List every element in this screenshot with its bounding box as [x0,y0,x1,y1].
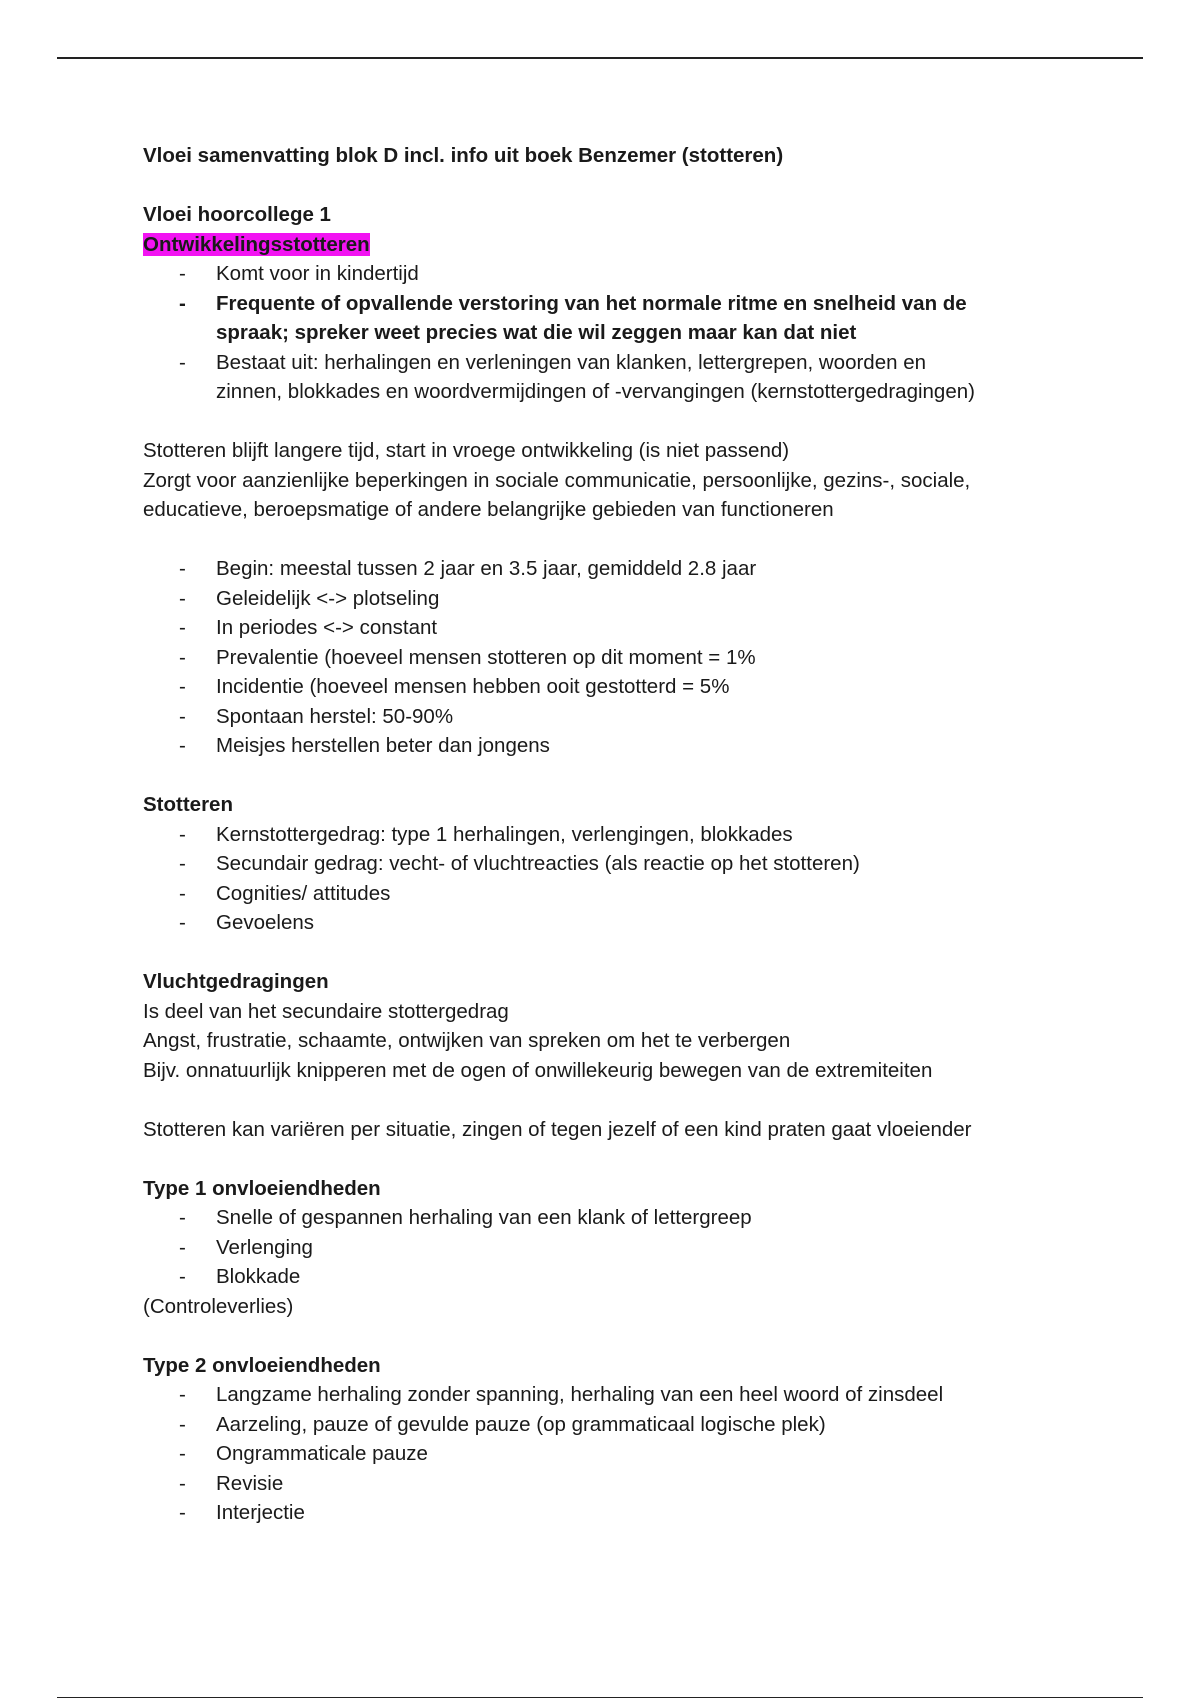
lecture-heading: Vloei hoorcollege 1 [143,203,331,226]
list-item-text: Gevoelens [216,911,315,934]
dash-bullet: - [179,1383,186,1406]
list-item-text: Komt voor in kindertijd [216,262,419,285]
spacer [143,1321,1063,1351]
dash-bullet: - [179,911,186,934]
list-item [143,849,1063,879]
facts-list [143,554,1063,761]
list-item [143,702,1063,732]
list-item [143,1203,1063,1233]
list-item [143,259,1063,289]
list-item [143,879,1063,909]
top-rule [57,57,1143,59]
type2-list [143,1380,1063,1528]
list-item [143,1469,1063,1499]
list-item [143,289,996,348]
list-item-text: Blokkade [216,1265,301,1288]
list-item [143,731,1063,761]
dash-bullet: - [179,586,186,610]
spacer [143,171,1063,201]
dash-bullet: - [179,557,186,580]
section-heading: Type 1 onvloeiendheden [143,1176,381,1200]
dash-bullet: - [179,675,186,698]
section-heading: Vluchtgedragingen [143,970,329,993]
section-heading: Type 2 onvloeiendheden [143,1353,381,1377]
list-item [143,908,1063,938]
spacer [143,938,1063,968]
list-item [143,1498,1063,1528]
list-item [143,1380,1063,1410]
list-item [143,1262,1063,1292]
paragraph-line: Bijv. onnatuurlijk knipperen met de ogen of onwillekeurig bewegen van de extremiteiten [143,1058,933,1082]
dash-bullet: - [179,1442,186,1465]
highlight-heading-row [143,230,1063,260]
spacer [143,407,1063,437]
list-item-text: Verlenging [216,1235,313,1259]
list-item-text: Prevalentie (hoeveel mensen stotteren op dit moment = 1% [216,645,756,669]
dash-bullet: - [179,1501,186,1524]
list-item-text: Cognities/ attitudes [216,881,391,905]
stotteren-list [143,820,1063,938]
spacer [143,525,1063,555]
dash-bullet: - [179,704,186,728]
list-item-text: In periodes <-> constant [216,616,438,639]
list-item [143,584,1063,614]
section-heading: Stotteren [143,793,233,816]
list-item [143,672,1063,702]
list-item-text: Ongrammaticale pauze [216,1442,428,1465]
dash-bullet: - [179,262,186,285]
list-item [143,820,1063,850]
dash-bullet: - [179,291,186,315]
spacer [143,1085,1063,1115]
paragraph-line: (Controleverlies) [143,1294,294,1318]
dash-bullet: - [179,616,186,639]
intro-list [143,259,1063,407]
dash-bullet: - [179,350,186,374]
dash-bullet: - [179,645,186,669]
list-item-text: Kernstottergedrag: type 1 herhalingen, verlengingen, blokkades [216,822,793,846]
paragraph-line: Stotteren blijft langere tijd, start in vroege ontwikkeling (is niet passend) [143,439,790,462]
list-item [143,1233,1063,1263]
dash-bullet: - [179,1471,186,1495]
list-item-text: Begin: meestal tussen 2 jaar en 3.5 jaar, gemiddeld 2.8 jaar [216,557,757,580]
list-item-text: Langzame herhaling zonder spanning, herhaling van een heel woord of zinsdeel [216,1383,944,1406]
list-item [143,643,1063,673]
paragraph-line: Angst, frustratie, schaamte, ontwijken van spreken om het te verbergen [143,1029,791,1052]
list-item-text: Secundair gedrag: vecht- of vluchtreacties (als reactie op het stotteren) [216,852,860,875]
list-item-text: Incidentie (hoeveel mensen hebben ooit gestotterd = 5% [216,675,730,698]
list-item [143,348,996,407]
bottom-rule [57,1697,1143,1698]
list-item [143,554,1063,584]
dash-bullet: - [179,1206,186,1229]
document-body [143,141,1063,1528]
spacer [143,761,1063,791]
dash-bullet: - [179,1265,186,1288]
dash-bullet: - [179,734,186,757]
list-item-text: Revisie [216,1471,284,1495]
list-item-text: Aarzeling, pauze of gevulde pauze (op grammaticaal logische plek) [216,1412,826,1436]
list-item-text: Bestaat uit: herhalingen en verleningen van klanken, lettergrepen, woorden en zinnen, blokkades en woordvermijdingen of -vervangingen (kernstottergedragingen) [216,350,975,403]
dash-bullet: - [179,1412,186,1436]
highlighted-heading: Ontwikkelingsstotteren [143,232,370,256]
list-item-text: Geleidelijk <-> plotseling [216,586,440,610]
list-item [143,1439,1063,1469]
dash-bullet: - [179,1235,186,1259]
list-item-text: Frequente of opvallende verstoring van het normale ritme en snelheid van de spraak; spreker weet precies wat die wil zeggen maar kan dat niet [216,291,967,344]
dash-bullet: - [179,852,186,875]
dash-bullet: - [179,881,186,905]
type1-list [143,1203,1063,1292]
spacer [143,1144,1063,1174]
document-title: Vloei samenvatting blok D incl. info uit boek Benzemer (stotteren) [143,144,784,167]
paragraph-line: Zorgt voor aanzienlijke beperkingen in sociale communicatie, persoonlijke, gezins-, sociale, [143,468,971,492]
paragraph-line: Is deel van het secundaire stottergedrag [143,999,509,1023]
list-item-text: Spontaan herstel: 50-90% [216,704,454,728]
paragraph-line: Stotteren kan variëren per situatie, zingen of tegen jezelf of een kind praten gaat vloeiender [143,1117,972,1141]
list-item-text: Interjectie [216,1501,305,1524]
list-item [143,613,1063,643]
paragraph-line: educatieve, beroepsmatige of andere belangrijke gebieden van functioneren [143,498,834,521]
list-item-text: Meisjes herstellen beter dan jongens [216,734,550,757]
dash-bullet: - [179,822,186,846]
list-item-text: Snelle of gespannen herhaling van een klank of lettergreep [216,1206,752,1229]
list-item [143,1410,1063,1440]
